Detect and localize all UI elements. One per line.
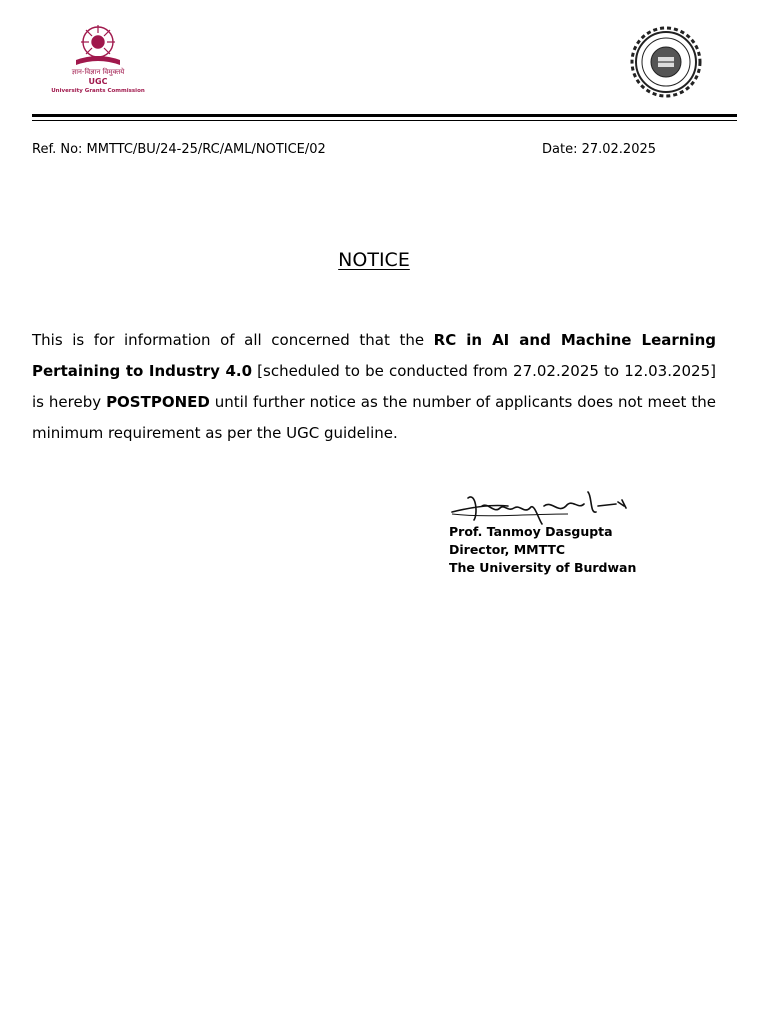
ugc-full-name: University Grants Commission <box>51 88 145 94</box>
course-name: RC in AI and Machine Learning Pertaining to Industry 4.0 <box>32 331 716 380</box>
header-divider-thin <box>32 120 737 121</box>
signatory-organization: The University of Burdwan <box>449 560 637 575</box>
header-divider-thick <box>32 114 737 117</box>
body-reason: until further notice as the number of applicants does not meet the minimum requirement as per the UGC guideline. <box>32 393 716 442</box>
body-intro: This is for information of all concerned that the <box>32 331 434 349</box>
signatory-name: Prof. Tanmoy Dasgupta <box>449 524 613 539</box>
notice-title: NOTICE <box>338 249 410 271</box>
ugc-emblem-icon <box>50 22 146 68</box>
body-schedule: [scheduled to be conducted from 27.02.2025 to 12.03.2025] is hereby <box>32 362 716 411</box>
ugc-hindi-motto: ज्ञान-विज्ञान विमुक्तये <box>71 68 125 76</box>
notice-date: Date: 27.02.2025 <box>542 142 657 157</box>
handwritten-signature <box>448 484 632 526</box>
university-seal-icon <box>628 24 704 100</box>
ugc-logo <box>50 22 148 100</box>
notice-body <box>32 325 716 449</box>
status-postponed: POSTPONED <box>106 393 210 411</box>
signatory-designation: Director, MMTTC <box>449 542 566 557</box>
reference-number: Ref. No: MMTTC/BU/24-25/RC/AML/NOTICE/02 <box>32 142 326 157</box>
ugc-abbreviation: UGC <box>88 77 108 86</box>
